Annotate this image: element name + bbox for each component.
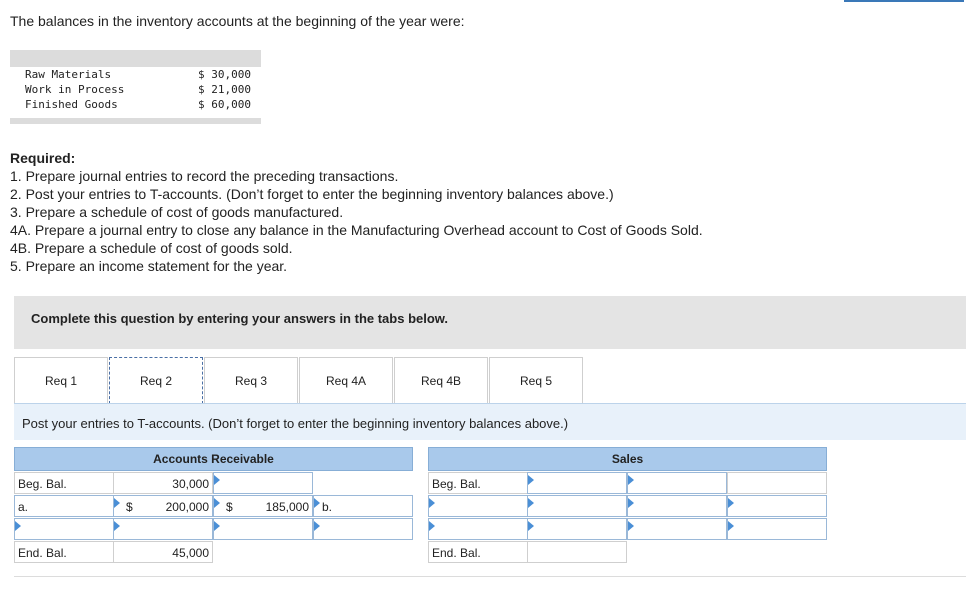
debit-entry-amount-cell[interactable]: [527, 495, 627, 517]
bottom-divider: [14, 576, 966, 577]
intro-text: The balances in the inventory accounts at the beginning of the year were:: [10, 13, 465, 29]
end-bal-value-cell: [527, 541, 627, 563]
t-account-title: Sales: [428, 447, 827, 471]
credit-entry-amount-cell-2[interactable]: [213, 518, 313, 540]
balance-label: Raw Materials: [25, 68, 112, 81]
input-marker-icon: [628, 475, 634, 485]
end-bal-label: End. Bal.: [18, 546, 67, 560]
beg-bal-label-cell: [14, 472, 114, 494]
entry-label-b: b.: [322, 500, 333, 514]
debit-entry-amount-cell-2[interactable]: [527, 518, 627, 540]
balance-value: $ 21,000: [198, 83, 251, 96]
debit-entry-amount-cell[interactable]: [113, 495, 213, 517]
input-marker-icon: [214, 521, 220, 531]
tab-req-2[interactable]: Req 2: [109, 357, 203, 404]
balance-row-work-in-process: [10, 83, 261, 98]
balance-row-raw-materials: [10, 68, 261, 83]
beg-bal-label: Beg. Bal.: [432, 477, 481, 491]
t-account-title: Accounts Receivable: [14, 447, 413, 471]
debit-entry-label-cell-2[interactable]: [428, 518, 528, 540]
end-bal-label: End. Bal.: [432, 546, 481, 560]
input-marker-icon: [528, 521, 534, 531]
debit-amount: 200,000: [165, 500, 209, 514]
instruction-banner: [14, 296, 966, 349]
end-bal-label-cell: [14, 541, 114, 563]
beg-bal-label-cell: [428, 472, 528, 494]
tab-req-1[interactable]: Req 1: [14, 357, 108, 404]
debit-entry-amount-cell-2[interactable]: [113, 518, 213, 540]
tab-req-3[interactable]: Req 3: [204, 357, 298, 404]
end-bal-label-cell: [428, 541, 528, 563]
input-marker-icon: [15, 521, 21, 531]
beg-bal-value-cell[interactable]: [113, 472, 213, 494]
credit-entry-label-cell[interactable]: [727, 495, 827, 517]
currency-symbol: $: [126, 500, 133, 514]
tab-req-5[interactable]: Req 5: [489, 357, 583, 404]
credit-entry-amount-cell[interactable]: [627, 495, 727, 517]
debit-entry-label-cell[interactable]: [14, 495, 114, 517]
input-marker-icon: [429, 498, 435, 508]
tab-bar: [14, 357, 966, 404]
credit-amount: 185,000: [265, 500, 309, 514]
balance-label: Finished Goods: [25, 98, 118, 111]
tab-req-4b[interactable]: Req 4B: [394, 357, 488, 404]
debit-entry-label-cell[interactable]: [428, 495, 528, 517]
balance-label: Work in Process: [25, 83, 125, 96]
balance-value: $ 30,000: [198, 68, 251, 81]
credit-entry-label-cell-2[interactable]: [727, 518, 827, 540]
required-item-5: 5. Prepare an income statement for the year.: [10, 258, 288, 274]
input-marker-icon: [728, 498, 734, 508]
end-bal-value-cell: [113, 541, 213, 563]
input-marker-icon: [528, 498, 534, 508]
credit-entry-label-cell-2[interactable]: [313, 518, 413, 540]
balance-row-finished-goods: [10, 98, 261, 113]
required-item-1: 1. Prepare journal entries to record the preceding transactions.: [10, 168, 399, 184]
tab-req-4a[interactable]: Req 4A: [299, 357, 393, 404]
input-marker-icon: [214, 498, 220, 508]
input-marker-icon: [114, 521, 120, 531]
required-item-2: 2. Post your entries to T-accounts. (Don’t forget to enter the beginning inventory balances above.): [10, 186, 614, 202]
debit-entry-label-cell-2[interactable]: [14, 518, 114, 540]
credit-entry-label-cell[interactable]: [313, 495, 413, 517]
credit-beg-label-cell[interactable]: [727, 472, 827, 494]
credit-beg-cell[interactable]: [627, 472, 727, 494]
input-marker-icon: [628, 498, 634, 508]
input-marker-icon: [214, 475, 220, 485]
balances-footer-bar: [10, 118, 261, 124]
entry-label-a: a.: [18, 500, 29, 514]
beg-bal-value-cell[interactable]: [527, 472, 627, 494]
balances-header-bar: [10, 50, 261, 67]
panel-instruction-text: Post your entries to T-accounts. (Don’t forget to enter the beginning inventory balances above.): [22, 416, 569, 431]
input-marker-icon: [628, 521, 634, 531]
input-marker-icon: [314, 521, 320, 531]
required-section: [10, 149, 703, 275]
currency-symbol: $: [226, 500, 233, 514]
balance-value: $ 60,000: [198, 98, 251, 111]
beg-bal-value: 30,000: [172, 477, 209, 491]
beginning-balances-table: [10, 50, 261, 125]
end-bal-value: 45,000: [172, 546, 209, 560]
input-marker-icon: [429, 521, 435, 531]
input-marker-icon: [114, 498, 120, 508]
top-accent-bar: [844, 0, 964, 2]
credit-beg-cell[interactable]: [213, 472, 313, 494]
required-item-4a: 4A. Prepare a journal entry to close any balance in the Manufacturing Overhead account to Cost of Goods Sold.: [10, 222, 703, 238]
input-marker-icon: [528, 475, 534, 485]
required-item-4b: 4B. Prepare a schedule of cost of goods sold.: [10, 240, 293, 256]
input-marker-icon: [728, 521, 734, 531]
required-title: Required:: [10, 150, 76, 166]
input-marker-icon: [314, 498, 320, 508]
instruction-text: Complete this question by entering your answers in the tabs below.: [31, 311, 449, 326]
required-item-3: 3. Prepare a schedule of cost of goods manufactured.: [10, 204, 344, 220]
credit-entry-amount-cell-2[interactable]: [627, 518, 727, 540]
tab-panel-header: [14, 403, 966, 440]
beg-bal-label: Beg. Bal.: [18, 477, 67, 491]
credit-entry-amount-cell[interactable]: [213, 495, 313, 517]
